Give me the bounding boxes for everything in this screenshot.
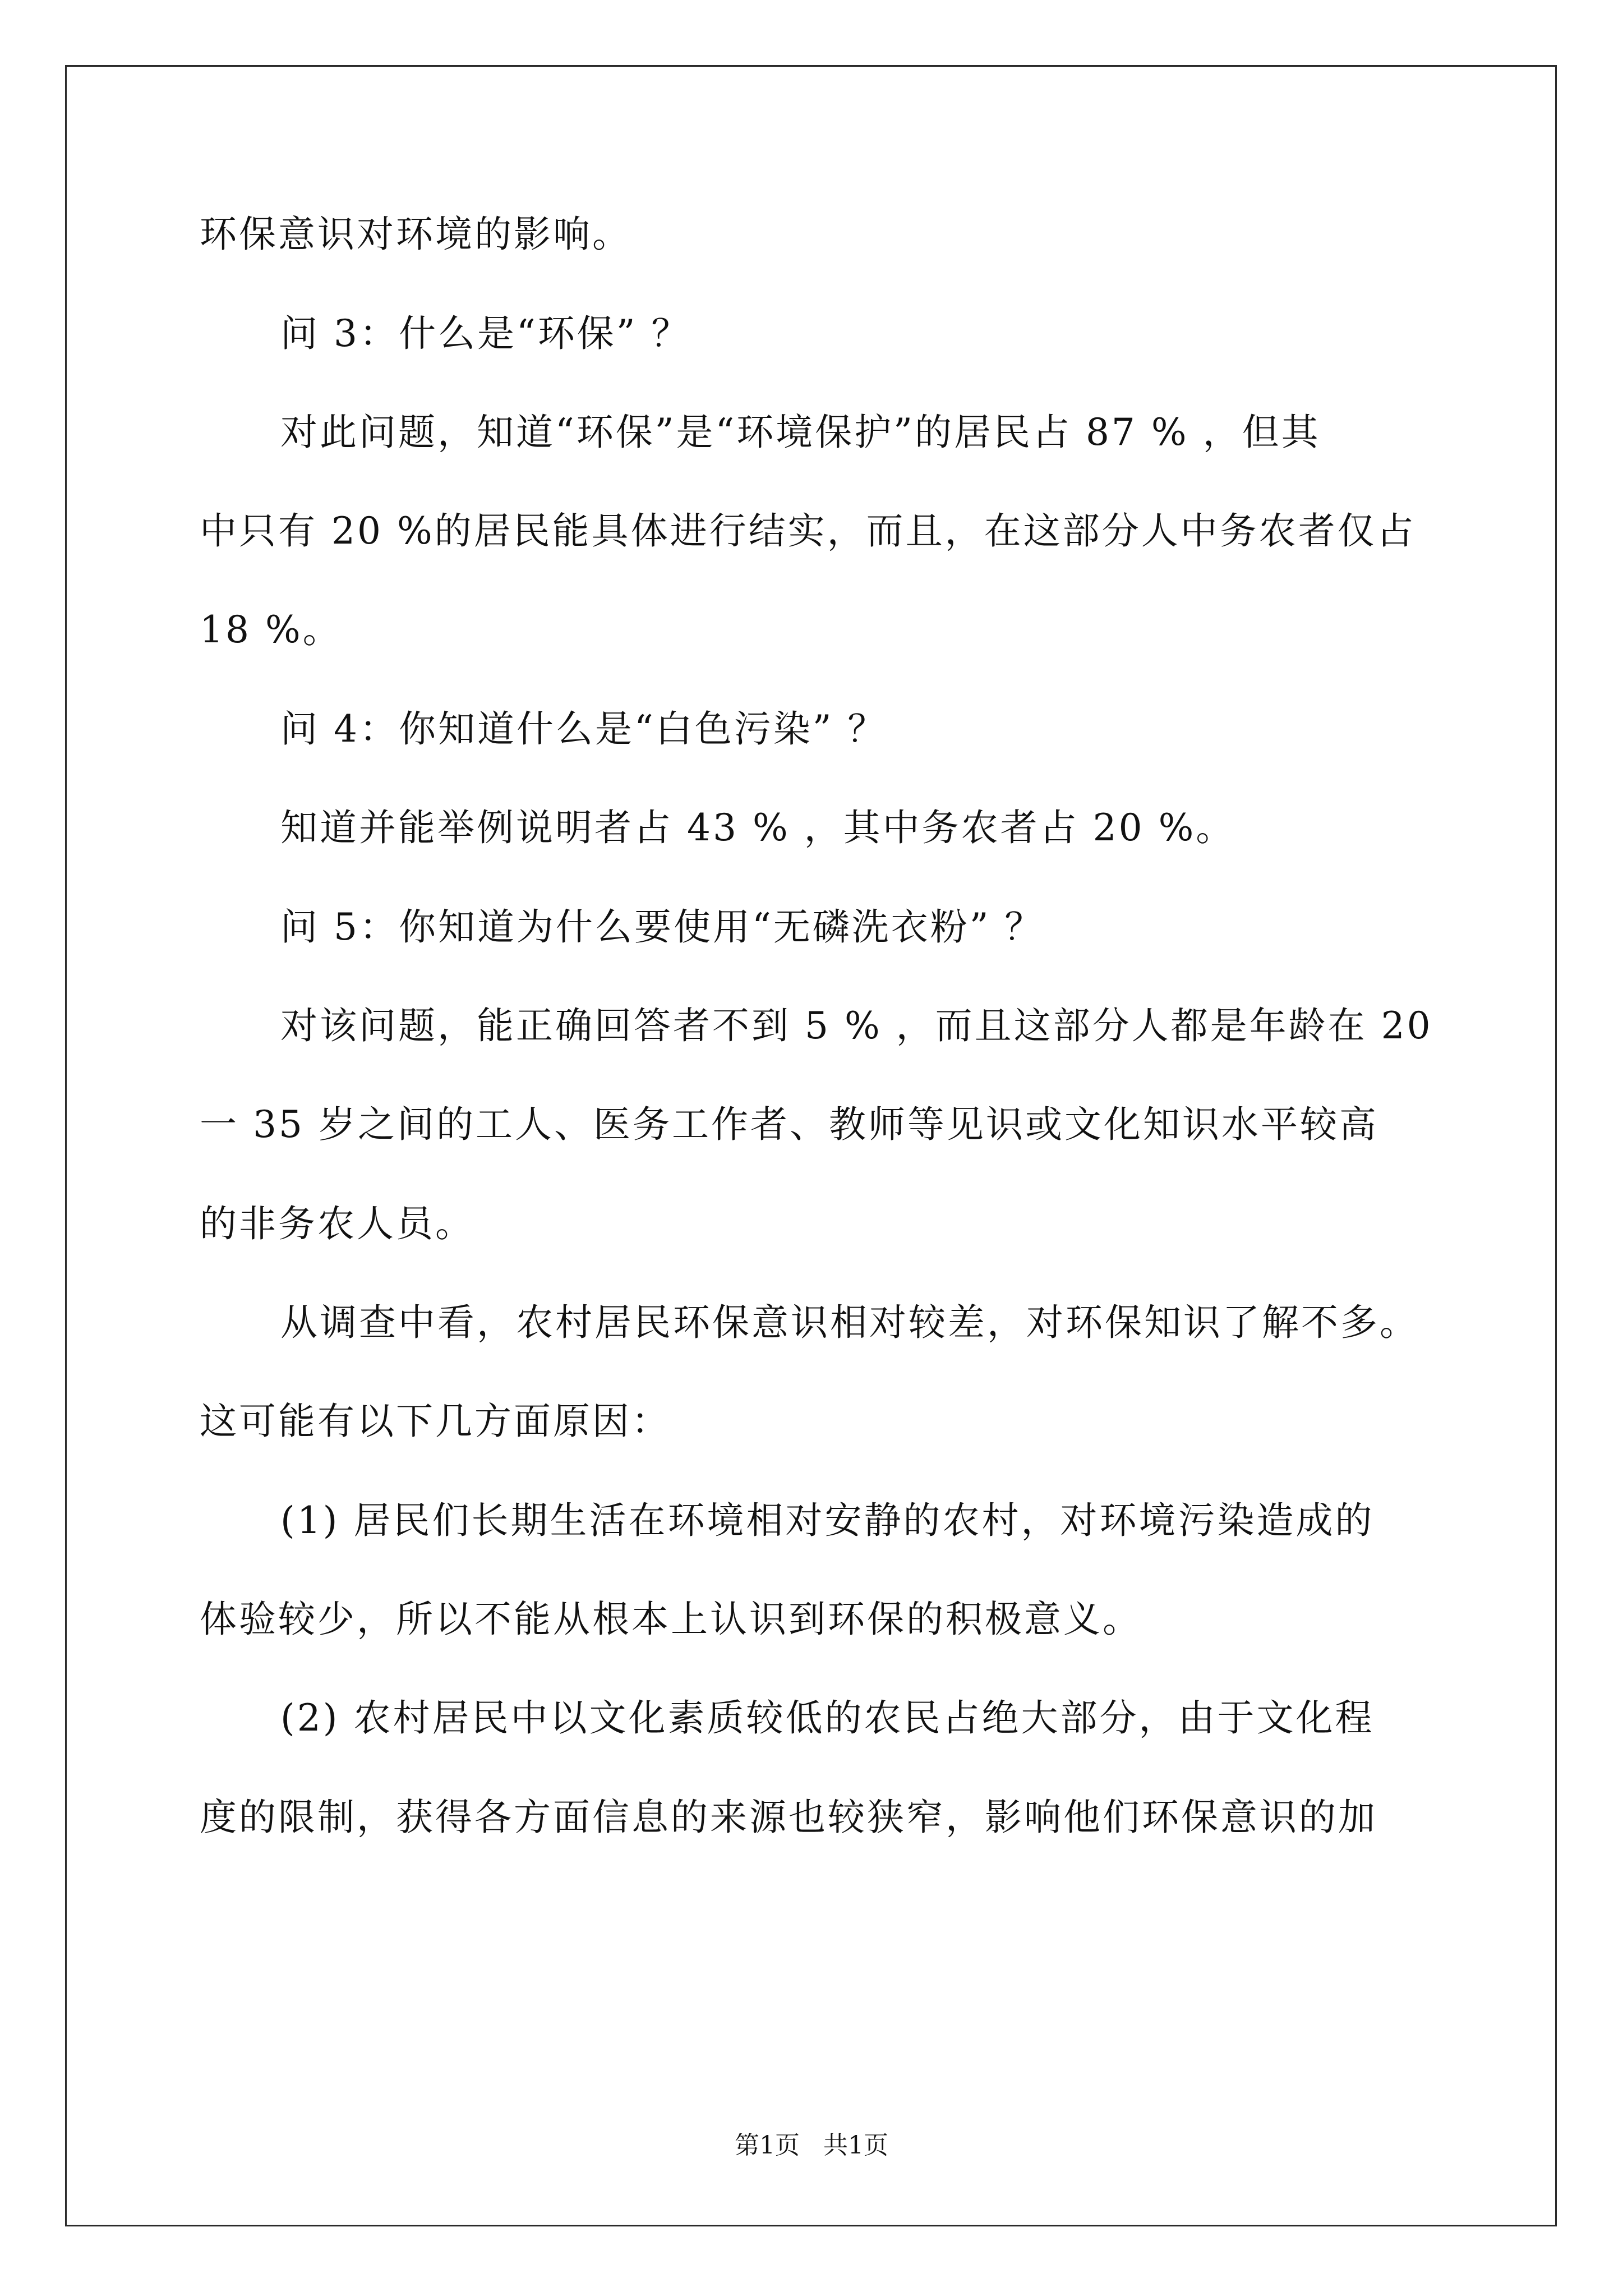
question-4: 问 4：你知道什么是“白色污染” ？ — [280, 707, 887, 751]
body-text-line: 这可能有以下几方面原因： — [200, 1400, 671, 1443]
page-number-footer: 第1页 共1页 — [735, 2131, 888, 2160]
body-text-line: 18 %。 — [200, 608, 342, 651]
body-text-line: 从调查中看，农村居民环保意识相对较差，对环保知识了解不多。 — [280, 1301, 1419, 1344]
body-text-line: 知道并能举例说明者占 43 % ，其中务农者占 20 %。 — [280, 806, 1235, 849]
list-item-2: (2) 农村居民中以文化素质较低的农民占绝大部分，由于文化程 — [280, 1696, 1375, 1740]
body-text-line: 体验较少，所以不能从根本上认识到环保的积极意义。 — [200, 1598, 1142, 1641]
list-item-1: (1) 居民们长期生活在环境相对安静的农村，对环境污染造成的 — [280, 1499, 1375, 1542]
body-text-line: 度的限制，获得各方面信息的来源也较狭窄，影响他们环保意识的加 — [200, 1796, 1377, 1839]
body-text-line: 中只有 20 %的居民能具体进行结实，而且，在这部分人中务农者仅占 — [200, 509, 1416, 553]
question-5: 问 5：你知道为什么要使用“无磷洗衣粉” ？ — [280, 905, 1044, 949]
body-text-line: 对此问题，知道“环保”是“环境保护”的居民占 87 % ，但其 — [280, 411, 1321, 454]
body-text-line: 的非务农人员。 — [200, 1202, 474, 1245]
body-text-line: 对该问题，能正确回答者不到 5 % ，而且这部分人都是年龄在 20 — [280, 1004, 1433, 1047]
body-text-line: 一 35 岁之间的工人、医务工作者、教师等见识或文化知识水平较高 — [200, 1103, 1378, 1146]
body-text-line: 环保意识对环境的影响。 — [200, 213, 631, 256]
question-3: 问 3：什么是“环保” ？ — [280, 312, 691, 355]
